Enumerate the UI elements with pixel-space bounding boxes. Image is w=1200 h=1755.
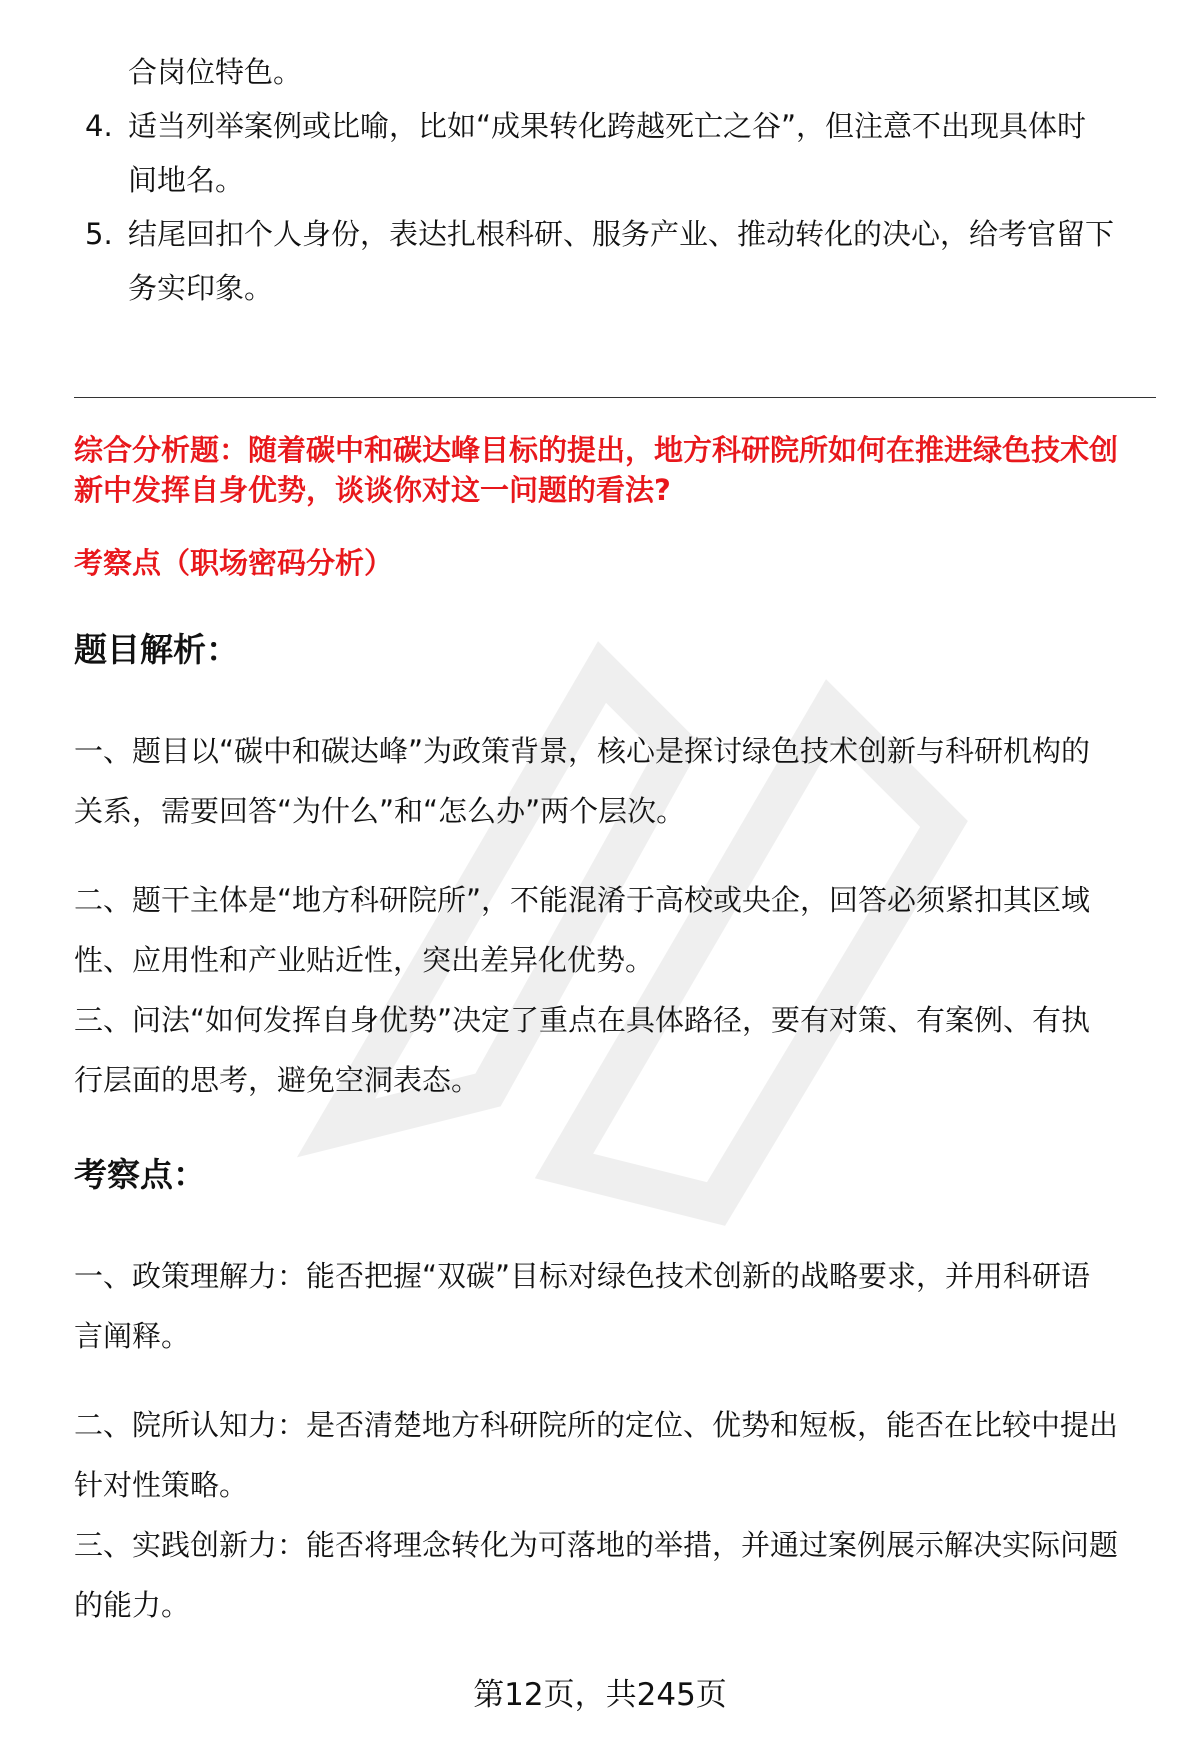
list-number-4: 4. (85, 109, 113, 143)
points-p2-line2: 针对性策略。 (74, 1468, 249, 1502)
points-p3-line2: 的能力。 (74, 1588, 191, 1622)
analysis-p1-line1: 一、题目以“碳中和碳达峰”为政策背景，核心是探讨绿色技术创新与科研机构的 (74, 734, 1091, 768)
question-title-line1: 综合分析题：随着碳中和碳达峰目标的提出，地方科研院所如何在推进绿色技术创 (74, 433, 1119, 467)
points-p2-line1: 二、院所认知力：是否清楚地方科研院所的定位、优势和短板，能否在比较中提出 (74, 1408, 1119, 1442)
points-p3-line1: 三、实践创新力：能否将理念转化为可落地的举措，并通过案例展示解决实际问题 (74, 1528, 1119, 1562)
analysis-p3-line2: 行层面的思考，避免空洞表态。 (74, 1063, 481, 1097)
question-title-line2: 新中发挥自身优势，谈谈你对这一问题的看法? (74, 473, 671, 507)
page-number-footer: 第12页，共245页 (473, 1677, 727, 1713)
list-item-5-line1: 结尾回扣个人身份，表达扎根科研、服务产业、推动转化的决心，给考官留下 (128, 217, 1115, 251)
list-item-5-line2: 务实印象。 (128, 271, 274, 305)
analysis-heading: 题目解析： (74, 630, 239, 669)
list-number-5: 5. (85, 217, 113, 251)
points-p1-line2: 言阐释。 (74, 1319, 191, 1353)
list-item-3-continuation: 合岗位特色。 (128, 55, 303, 89)
analysis-p1-line2: 关系，需要回答“为什么”和“怎么办”两个层次。 (74, 794, 686, 828)
section-divider (74, 397, 1156, 398)
points-heading: 考察点： (74, 1155, 206, 1194)
analysis-p2-line1: 二、题干主体是“地方科研院所”，不能混淆于高校或央企，回答必须紧扣其区域 (74, 883, 1091, 917)
analysis-p2-line2: 性、应用性和产业贴近性，突出差异化优势。 (74, 943, 655, 977)
points-p1-line1: 一、政策理解力：能否把握“双碳”目标对绿色技术创新的战略要求，并用科研语 (74, 1259, 1091, 1293)
analysis-p3-line1: 三、问法“如何发挥自身优势”决定了重点在具体路径，要有对策、有案例、有执 (74, 1003, 1091, 1037)
question-kaochadian-tag: 考察点（职场密码分析） (74, 546, 394, 580)
list-item-4-line1: 适当列举案例或比喻，比如“成果转化跨越死亡之谷”，但注意不出现具体时 (128, 109, 1087, 143)
list-item-4-line2: 间地名。 (128, 163, 245, 197)
